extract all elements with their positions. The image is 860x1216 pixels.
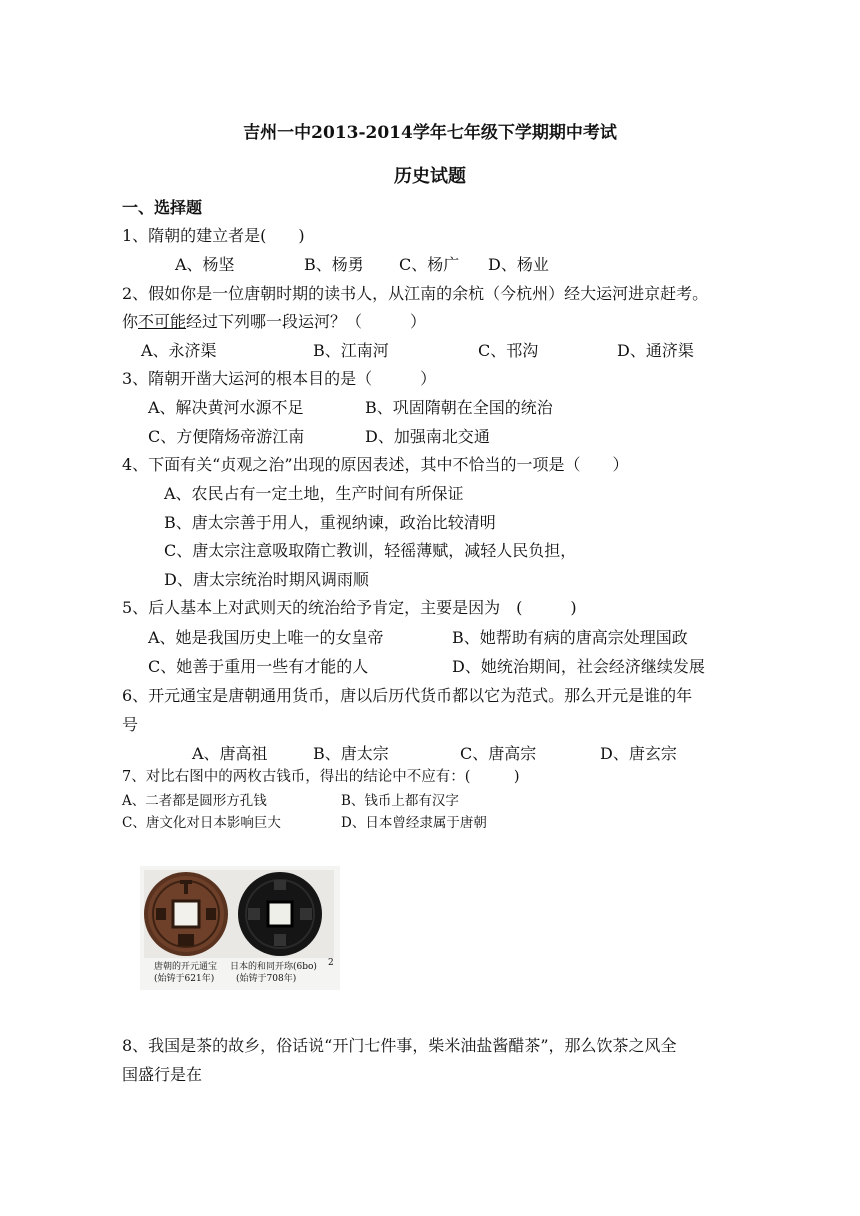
option-b[interactable]: B、钱币上都有汉字 <box>341 793 459 809</box>
option-a[interactable]: A、永济渠 <box>141 341 217 360</box>
question-2-line1: 2、假如你是一位唐朝时期的读书人，从江南的余杭（今杭州）经大运河进京赶考。 <box>122 284 709 303</box>
option-a[interactable]: A、她是我国历史上唯一的女皇帝 <box>148 628 384 647</box>
option-b[interactable]: B、杨勇 <box>304 255 364 274</box>
question-6-line1: 6、开元通宝是唐朝通用货币，唐以后历代货币都以它为范式。那么开元是谁的年 <box>122 686 693 705</box>
question-3: 3、隋朝开凿大运河的根本目的是（ ） <box>122 369 437 388</box>
option-a[interactable]: A、唐高祖 <box>192 744 268 763</box>
question-6-options <box>0 744 860 764</box>
option-c[interactable]: C、杨广 <box>399 255 460 274</box>
question-3-options-row2 <box>0 427 860 447</box>
coin-left-caption-1: 唐朝的开元通宝 <box>154 962 218 972</box>
option-c[interactable]: C、方便隋炀帝游江南 <box>148 427 305 446</box>
option-c[interactable]: C、她善于重用一些有才能的人 <box>148 657 369 676</box>
section-heading: 一、选择题 <box>122 198 203 217</box>
kaiyuan-coin-icon <box>144 872 228 956</box>
question-5-options-row2 <box>0 657 860 677</box>
question-5: 5、后人基本上对武则天的统治给予肯定，主要是因为 ( ) <box>122 598 577 617</box>
option-a[interactable]: A、解决黄河水源不足 <box>148 398 304 417</box>
option-a[interactable]: A、二者都是圆形方孔钱 <box>122 793 267 809</box>
option-c[interactable]: C、唐高宗 <box>460 744 537 763</box>
option-d[interactable]: D、加强南北交通 <box>365 427 490 446</box>
question-8-line1: 8、我国是茶的故乡，俗话说“开门七件事，柴米油盐酱醋茶”，那么饮茶之风全 <box>122 1036 677 1055</box>
question-2-line2 <box>122 312 426 332</box>
option-c[interactable]: C、唐太宗注意吸取隋亡教训，轻徭薄赋，减轻人民负担， <box>164 541 577 560</box>
option-d[interactable]: D、她统治期间，社会经济继续发展 <box>452 657 705 676</box>
q2-text-pre: 你 <box>122 312 139 331</box>
q2-underlined: 不可能 <box>138 312 187 331</box>
option-d[interactable]: D、唐玄宗 <box>600 744 677 763</box>
option-d[interactable]: D、杨业 <box>488 255 549 274</box>
question-5-options-row1 <box>0 628 860 648</box>
figure-mark: 2 <box>328 958 334 968</box>
option-d[interactable]: D、通济渠 <box>617 341 694 360</box>
option-d[interactable]: D、日本曾经隶属于唐朝 <box>341 815 487 831</box>
q2-text-post: 经过下列哪一段运河？（ ） <box>186 312 427 331</box>
coin-left-caption-2: (始铸于621年) <box>154 974 215 984</box>
option-b[interactable]: B、唐太宗 <box>313 744 389 763</box>
option-b[interactable]: B、她帮助有病的唐高宗处理国政 <box>452 628 688 647</box>
option-a[interactable]: A、农民占有一定土地，生产时间有所保证 <box>164 484 464 503</box>
option-b[interactable]: B、江南河 <box>313 341 389 360</box>
option-b[interactable]: B、巩固隋朝在全国的统治 <box>365 398 553 417</box>
exam-title: 吉州一中2013-2014学年七年级下学期期中考试 <box>243 123 617 143</box>
question-7-options-row2 <box>0 814 860 832</box>
question-7-options-row1 <box>0 792 860 810</box>
option-b[interactable]: B、唐太宗善于用人，重视纳谏，政治比较清明 <box>164 513 496 532</box>
question-1-options <box>0 255 860 275</box>
option-c[interactable]: C、邗沟 <box>478 341 539 360</box>
question-4: 4、下面有关“贞观之治”出现的原因表述，其中不恰当的一项是（ ） <box>122 455 629 474</box>
question-7: 7、对比右图中的两枚古钱币，得出的结论中不应有：( ) <box>122 769 520 785</box>
wado-kaichin-coin-icon <box>238 872 322 956</box>
question-3-options-row1 <box>0 398 860 418</box>
option-d[interactable]: D、唐太宗统治时期风调雨顺 <box>164 570 369 589</box>
exam-subtitle: 历史试题 <box>394 166 466 187</box>
coin-right-caption-1: 日本的和同开珎(6bo) <box>230 962 317 972</box>
option-a[interactable]: A、杨坚 <box>175 255 235 274</box>
question-8-line2: 国盛行是在 <box>122 1065 203 1084</box>
ancient-coins-figure <box>140 866 340 990</box>
question-1: 1、隋朝的建立者是( ) <box>122 226 305 245</box>
coin-right-caption-2: (始铸于708年) <box>236 974 297 984</box>
option-c[interactable]: C、唐文化对日本影响巨大 <box>122 815 281 831</box>
question-6-line2: 号 <box>122 715 139 734</box>
question-2-options <box>0 341 860 361</box>
